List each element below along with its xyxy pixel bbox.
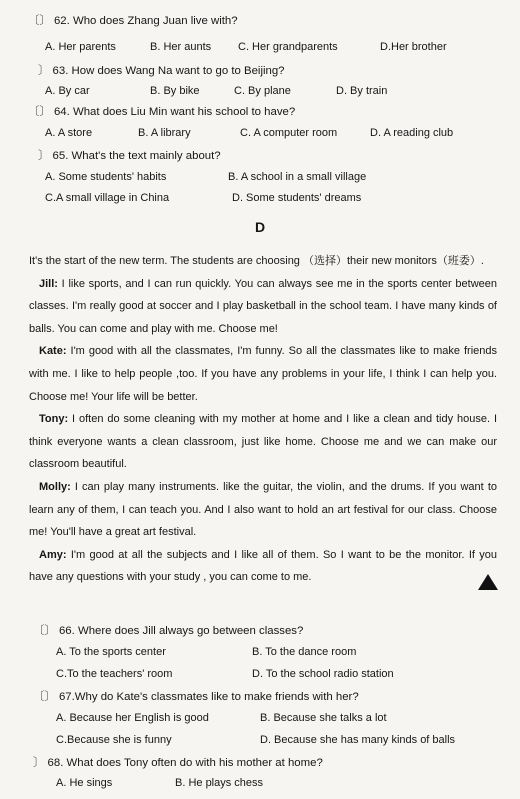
question-63-option-c: C. By plane	[234, 85, 291, 97]
question-62-option-c: C. Her grandparents	[238, 41, 338, 53]
question-68-stem: 〕 68. What does Tony often do with his mother at home?	[33, 757, 323, 769]
speaker-text: I can play many instruments. like the guitar, the violin, and the drums. If you want to learn any of them, I can teach you. And I also want to hold an art festival for our class. Choose me! You'll have a great art festival.	[29, 480, 497, 539]
question-65-option-d: D. Some students' dreams	[232, 192, 362, 204]
question-64-option-d: D. A reading club	[370, 127, 454, 139]
question-62-option-d: D.Her brother	[380, 41, 447, 53]
question-64-option-b: B. A library	[138, 127, 191, 139]
triangle-mark-icon	[478, 574, 498, 590]
speaker-name: Molly:	[39, 480, 71, 493]
question-62-option-b: B. Her aunts	[150, 41, 212, 53]
speaker-name: Amy:	[39, 548, 67, 561]
passage-intro: It's the start of the new term. The students are choosing （选择）their new monitors（班委）.	[29, 255, 484, 267]
question-67-option-b: B. Because she talks a lot	[260, 712, 387, 724]
question-67-option-a: A. Because her English is good	[56, 712, 209, 724]
passage-paragraph-kate	[29, 340, 497, 408]
speaker-name: Tony:	[39, 413, 69, 426]
question-62-option-a: A. Her parents	[45, 41, 116, 53]
speaker-text: I'm good at all the subjects and I like all of them. So I want to be the monitor. If you have any questions with your study , you can come to me.	[29, 548, 497, 584]
question-66-option-d: D. To the school radio station	[252, 668, 394, 680]
question-64-stem: 〔〕 64. What does Liu Min want his school to have?	[28, 106, 296, 118]
question-65-stem: 〕 65. What's the text mainly about?	[38, 150, 221, 162]
question-63-stem: 〕 63. How does Wang Na want to go to Beijing?	[38, 65, 285, 77]
question-66-stem: 〔〕 66. Where does Jill always go between classes?	[33, 625, 304, 637]
question-68-option-a: A. He sings	[56, 777, 113, 789]
speaker-text: I like sports, and I can run quickly. You can always see me in the sports center between classes. I'm really good at soccer and I play basketball in the school team. I have many kinds of balls. You can come and play with me. Choose me!	[29, 277, 497, 335]
question-66-option-a: A. To the sports center	[56, 646, 166, 658]
speaker-text: I'm good with all the classmates, I'm funny. So all the classmates like to make friends with me. I like to help people ,too. If you have any problems in your life, I think I can help you. Choose me! Your life will be better.	[29, 345, 497, 403]
question-67-option-c: C.Because she is funny	[56, 734, 172, 746]
passage-paragraph-jill	[29, 273, 497, 341]
question-68-option-b: B. He plays chess	[175, 777, 264, 789]
speaker-text: I often do some cleaning with my mother at home and I like a clean and tidy house. I think everyone wants a clean classroom, just like home. Choose me and we can make our classroom beautiful.	[29, 413, 497, 471]
question-66-option-c: C.To the teachers' room	[56, 668, 173, 680]
passage-paragraph-molly	[29, 476, 497, 544]
question-62-stem: 〔〕 62. Who does Zhang Juan live with?	[28, 15, 238, 27]
section-heading: D	[254, 219, 266, 235]
question-65-option-b: B. A school in a small village	[228, 171, 367, 183]
reading-passage	[29, 250, 497, 589]
question-63-option-b: B. By bike	[150, 85, 200, 97]
question-64-option-a: A. A store	[45, 127, 93, 139]
question-67-option-d: D. Because she has many kinds of balls	[260, 734, 456, 746]
question-64-option-c: C. A computer room	[240, 127, 338, 139]
question-65-option-c: C.A small village in China	[45, 192, 170, 204]
passage-paragraph-amy	[29, 544, 497, 589]
speaker-name: Jill:	[39, 277, 58, 290]
passage-paragraph-tony	[29, 408, 497, 476]
question-63-option-a: A. By car	[45, 85, 90, 97]
question-67-stem: 〔〕 67.Why do Kate's classmates like to make friends with her?	[33, 691, 359, 703]
question-65-option-a: A. Some students' habits	[45, 171, 167, 183]
question-63-option-d: D. By train	[336, 85, 388, 97]
speaker-name: Kate:	[39, 345, 67, 358]
question-66-option-b: B. To the dance room	[252, 646, 357, 658]
